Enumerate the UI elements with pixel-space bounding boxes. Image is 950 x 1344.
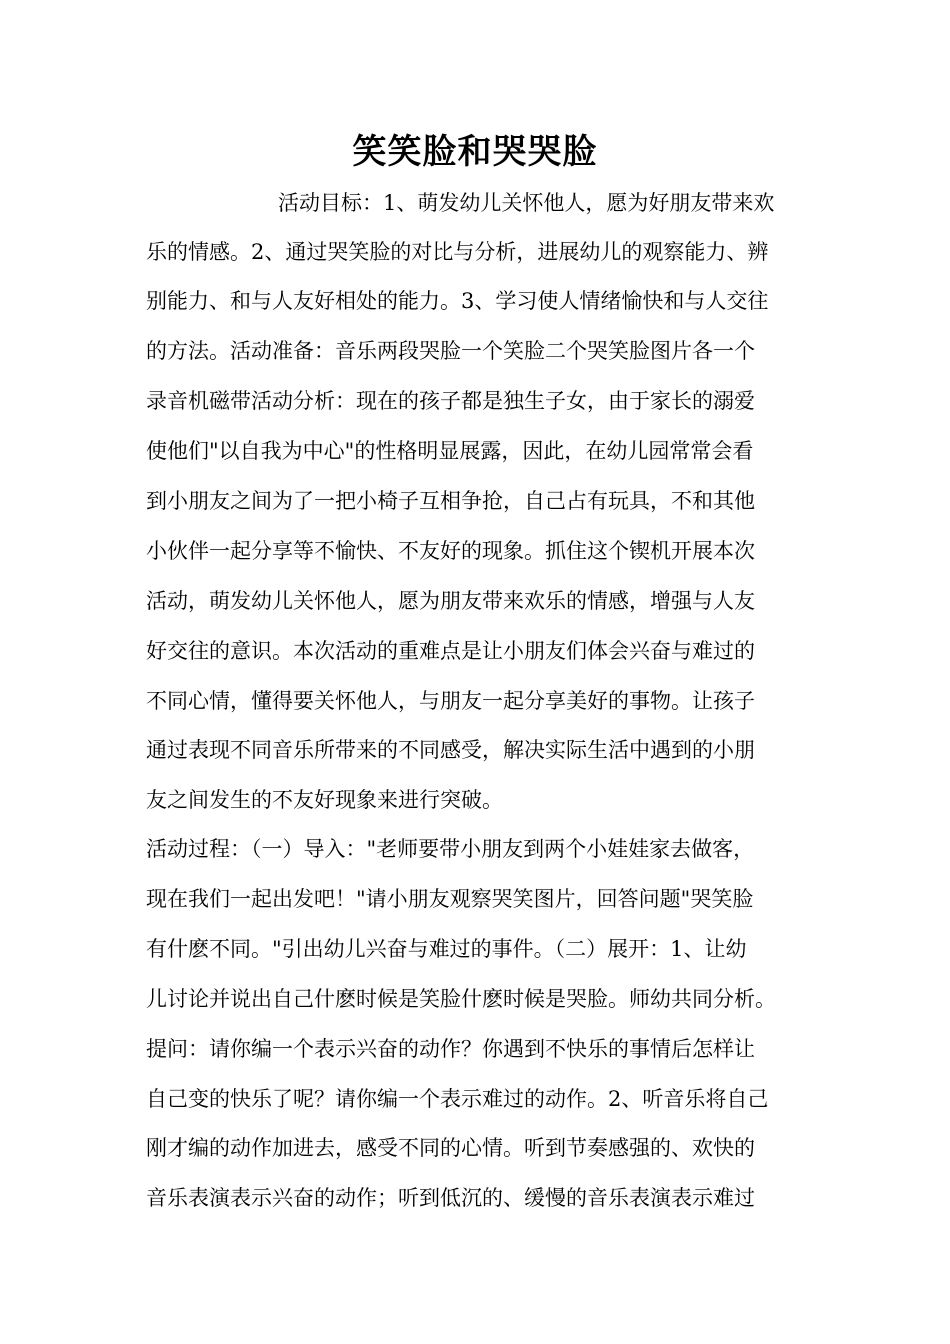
paragraph-line: 提问：请你编一个表示兴奋的动作？你遇到不快乐的事情后怎样让 [146, 1037, 755, 1061]
paragraph-line: 活动目标：1、萌发幼儿关怀他人，愿为好朋友带来欢 [278, 191, 775, 215]
paragraph-line: 音乐表演表示兴奋的动作；听到低沉的、缓慢的音乐表演表示难过 [146, 1186, 755, 1210]
paragraph-line: 有什麽不同。"引出幼儿兴奋与难过的事件。（二）展开：1、让幼 [146, 937, 747, 961]
paragraph-line: 录音机磁带活动分析：现在的孩子都是独生子女，由于家长的溺爱 [146, 389, 755, 413]
paragraph-line: 乐的情感。2、通过哭笑脸的对比与分析，进展幼儿的观察能力、辨 [146, 240, 769, 264]
paragraph-line: 活动，萌发幼儿关怀他人，愿为朋友带来欢乐的情感，增强与人友 [146, 589, 755, 613]
paragraph-line: 使他们"以自我为中心"的性格明显展露，因此，在幼儿园常常会看 [146, 439, 754, 463]
paragraph-line: 儿讨论并说出自己什麽时候是笑脸什麽时候是哭脸。师幼共同分析。 [146, 987, 776, 1011]
paragraph-line: 到小朋友之间为了一把小椅子互相争抢，自己占有玩具，不和其他 [146, 489, 755, 513]
paragraph-line: 活动过程：（一）导入："老师要带小朋友到两个小娃娃家去做客， [146, 837, 755, 861]
paragraph-line: 别能力、和与人友好相处的能力。3、学习使人情绪愉快和与人交往 [146, 289, 769, 313]
paragraph-line: 好交往的意识。本次活动的重难点是让小朋友们体会兴奋与难过的 [146, 639, 755, 663]
paragraph-line: 自己变的快乐了呢？请你编一个表示难过的动作。2、听音乐将自己 [146, 1087, 769, 1111]
paragraph-line: 现在我们一起出发吧！"请小朋友观察哭笑图片，回答问题"哭笑脸 [146, 887, 754, 911]
paragraph-line: 小伙伴一起分享等不愉快、不友好的现象。抓住这个锲机开展本次 [146, 539, 755, 563]
paragraph-line: 刚才编的动作加进去，感受不同的心情。听到节奏感强的、欢快的 [146, 1136, 755, 1160]
paragraph-line: 的方法。活动准备：音乐两段哭脸一个笑脸二个哭笑脸图片各一个 [146, 339, 755, 363]
paragraph-line: 通过表现不同音乐所带来的不同感受，解决实际生活中遇到的小朋 [146, 738, 755, 762]
paragraph-line: 友之间发生的不友好现象来进行突破。 [146, 788, 503, 812]
paragraph-line: 不同心情，懂得要关怀他人，与朋友一起分享美好的事物。让孩子 [146, 689, 755, 713]
document-title: 笑笑脸和哭哭脸 [352, 132, 598, 172]
